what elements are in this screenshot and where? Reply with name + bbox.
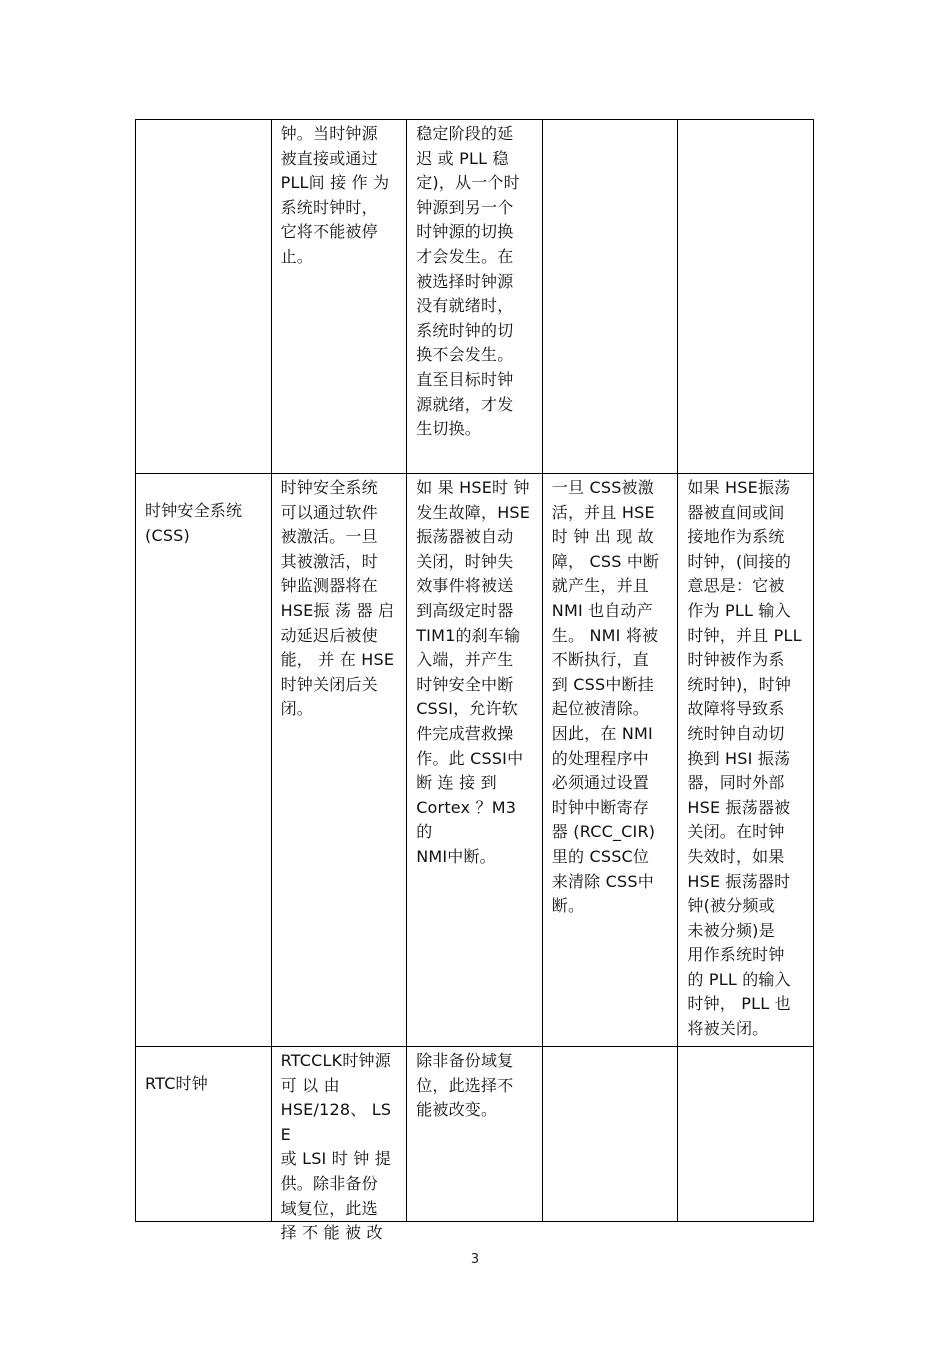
table-cell: [136, 1047, 272, 1222]
cell-text: [678, 1047, 813, 1049]
cell-text: [678, 120, 813, 122]
clock-feature-table: [135, 119, 814, 1243]
table-cell: [542, 120, 678, 474]
table-cell: [271, 120, 407, 474]
table-row: [136, 120, 814, 474]
row-label: RTC时钟: [145, 1074, 208, 1093]
cell-text: RTCCLK时钟源 可 以 由 HSE/128、 LSE 或 LSI 时 钟 提 供。除非备份 域复位，此选 择 不 能 被 改: [280, 1051, 392, 1243]
table-cell: [407, 120, 543, 474]
cell-text: 钟。当时钟源 被直接或通过 PLL间 接 作 为 系统时钟时， 它将不能被停 止。: [280, 124, 390, 266]
table-cell: [136, 474, 272, 1047]
cell-text: 稳定阶段的延 迟 或 PLL 稳 定)，从一个时 钟源到另一个 时钟源的切换 才会发生。在 被选择时钟源 没有就绪时， 系统时钟的切 换不会发生。 直至目标时钟 源就绪，才发 生切换。: [416, 124, 520, 439]
table-row: [136, 474, 814, 1047]
cell-text: 一旦 CSS被激 活，并且 HSE 时 钟 出 现 故 障， CSS 中断 就产生，并且 NMI 也自动产 生。 NMI 将被 不断执行，直 到 CSS中断挂 起位被清除。 因此，在 NMI 的处理程序中 必须通过设置 时钟中断寄存 器 (RCC_CIR) 里的 CSSC位 来清除 CSS中 断。: [551, 478, 660, 916]
table-cell: [271, 1047, 407, 1243]
cell-text: 如 果 HSE时 钟 发生故障，HSE 振荡器被自动 关闭，时钟失 效事件将被送 到高级定时器 TIM1的刹车输 入端，并产生 时钟安全中断 CSSI，允许软 件完成营救操 作。此 CSSI中 断 连 接 到 Cortex ？M3 的 NMI中断。: [416, 478, 531, 866]
cell-text: 如果 HSE振荡 器被直间或间 接地作为系统 时钟，(间接的 意思是：它被 作为 PLL 输入 时钟，并且 PLL 时钟被作为系 统时钟)，时钟 故障将导致系 统时钟自动切 换到 HSI 振荡 器，同时外部 HSE 振荡器被 关闭。在时钟 失效时，如果 HSE 振荡器时 钟(被分频或 未被分频)是 用作系统时钟 的 PLL 的输入 时钟， PLL 也 将被关闭。: [687, 478, 802, 1039]
table-cell: [542, 474, 678, 1047]
row-label: 时钟安全系统 (CSS): [145, 501, 243, 545]
table-cell: [271, 474, 407, 1047]
table-cell: [678, 474, 814, 1047]
row-label: [136, 120, 271, 145]
table-cell: [678, 1047, 814, 1222]
table-row: [136, 1047, 814, 1222]
table-cell: [542, 1047, 678, 1222]
table-cell: [678, 120, 814, 474]
cell-text: [543, 1047, 678, 1049]
cell-text: 时钟安全系统 可以通过软件 被激活。一旦 其被激活，时 钟监测器将在 HSE振 荡 器 启 动延迟后被使 能， 并 在 HSE 时钟关闭后关 闭。: [280, 478, 395, 719]
table-cell: [407, 1047, 543, 1222]
page-number: 3: [470, 1252, 480, 1267]
table-cell: [136, 120, 272, 474]
table-cell: [407, 474, 543, 1047]
cell-text: [543, 120, 678, 122]
cell-text: 除非备份域复 位，此选择不 能被改变。: [416, 1051, 514, 1120]
